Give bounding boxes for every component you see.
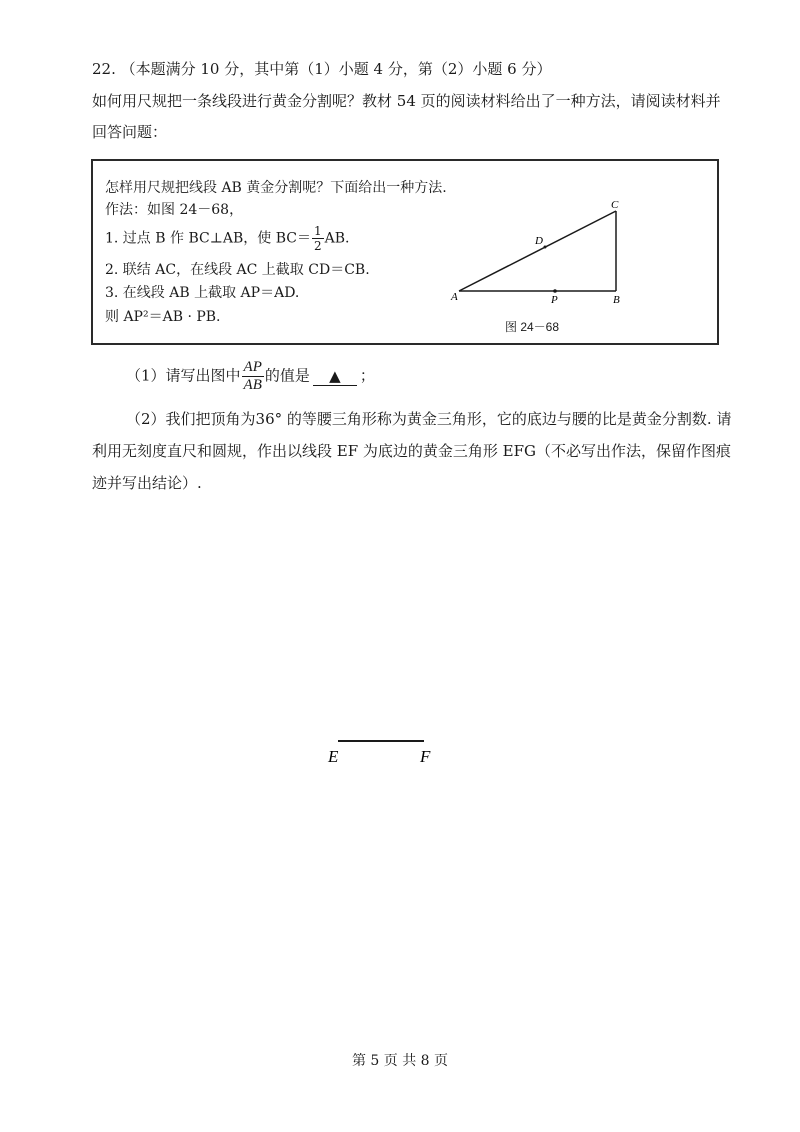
label-a: A: [451, 291, 458, 303]
step1-suffix: AB.: [324, 230, 350, 247]
reading-step2: 2. 联结 AC，在线段 AC 上截取 CD＝CB.: [105, 262, 370, 278]
fraction-numerator: 1: [313, 224, 322, 238]
question-intro-line1: 如何用尺规把一条线段进行黄金分割呢？教材 54 页的阅读材料给出了一种方法，请阅读材料并: [92, 92, 721, 110]
label-f: F: [420, 747, 431, 766]
part2-line2: 利用无刻度直尺和圆规，作出以线段 EF 为底边的黄金三角形 EFG（不必写出作法，保留作图痕: [92, 442, 732, 460]
page-footer: 第 5 页 共 8 页: [351, 1053, 449, 1069]
question-header: 22. （本题满分 10 分，其中第（1）小题 4 分，第（2）小题 6 分）: [92, 60, 552, 78]
one-half-fraction: [312, 225, 324, 252]
part2-line3: 迹并写出结论）.: [92, 474, 202, 492]
reading-line1: 怎样用尺规把线段 AB 黄金分割呢？下面给出一种方法.: [105, 180, 447, 196]
step1-prefix: 1. 过点 B 作 BC⊥AB，使 BC＝: [105, 230, 311, 247]
part1-prefix: （1）请写出图中: [126, 366, 241, 385]
reading-step1: [105, 225, 349, 252]
answer-blank[interactable]: [313, 367, 357, 386]
triangle-mark-icon: ▲: [329, 366, 341, 385]
reading-line2: 作法：如图 24－68，: [105, 202, 244, 218]
part1-middle: 的值是: [264, 366, 310, 385]
label-e: E: [328, 747, 339, 766]
figure-caption: 图 24－68: [505, 320, 560, 334]
point-p: [553, 289, 557, 293]
label-b: B: [613, 294, 620, 306]
ap-over-ab-fraction: [242, 360, 264, 393]
segment-ef-figure: [320, 728, 450, 773]
segment-ac: [459, 211, 616, 291]
label-d: D: [535, 235, 543, 247]
fraction-denominator: AB: [243, 377, 262, 393]
question-intro-line2: 回答问题：: [92, 123, 168, 141]
label-p: P: [551, 294, 558, 306]
reading-step3: 3. 在线段 AB 上截取 AP＝AD.: [105, 285, 300, 301]
golden-section-figure: [443, 196, 683, 311]
part2-line1: （2）我们把顶角为36° 的等腰三角形称为黄金三角形，它的底边与腰的比是黄金分割数. 请: [126, 410, 732, 428]
fraction-denominator: 2: [313, 239, 322, 253]
part1-question: [126, 360, 375, 393]
label-c: C: [611, 199, 619, 211]
part1-suffix: ；: [359, 366, 375, 385]
reading-conclusion: 则 AP²＝AB · PB.: [105, 309, 221, 325]
fraction-numerator: AP: [243, 359, 262, 375]
point-d: [544, 246, 547, 249]
reading-material-box: [91, 159, 719, 345]
